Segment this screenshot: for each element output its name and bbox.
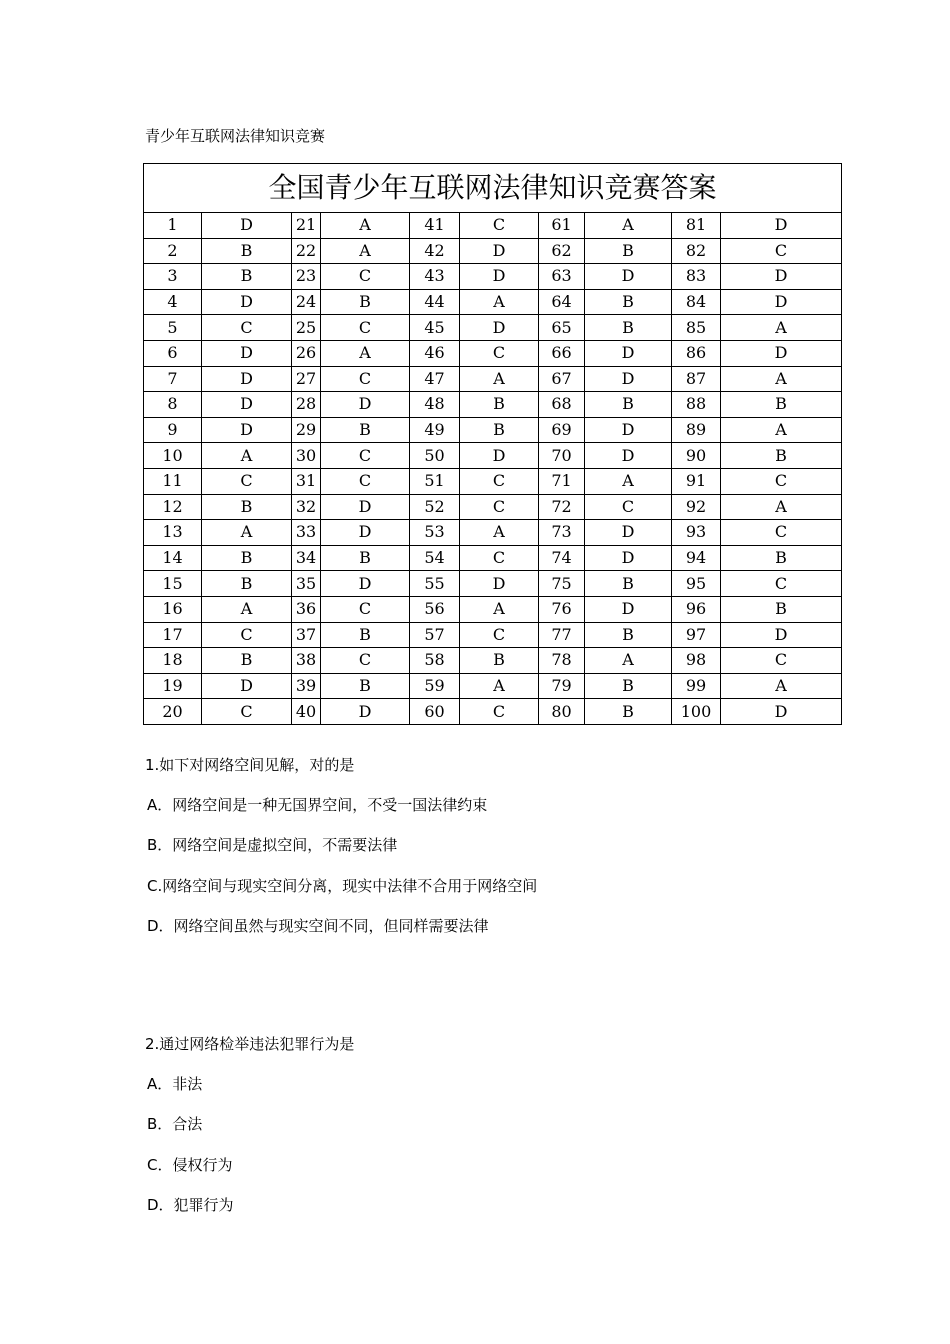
question-number-cell: 18: [144, 648, 202, 674]
question-number-cell: 52: [410, 494, 460, 520]
table-row: [144, 443, 842, 469]
question-number-cell: 47: [410, 366, 460, 392]
answer-cell: A: [202, 443, 292, 469]
answer-cell: B: [460, 648, 539, 674]
question-number-cell: 76: [539, 596, 585, 622]
question-number-cell: 38: [292, 648, 321, 674]
question-number-cell: 22: [292, 238, 321, 264]
question-number-cell: 1: [144, 213, 202, 239]
answer-cell: D: [585, 417, 672, 443]
answer-cell: C: [721, 520, 842, 546]
question-number-cell: 100: [672, 699, 721, 725]
question-number-cell: 28: [292, 392, 321, 418]
question-number-cell: 53: [410, 520, 460, 546]
answer-cell: D: [202, 366, 292, 392]
question-number-cell: 20: [144, 699, 202, 725]
question-number-cell: 26: [292, 340, 321, 366]
question-number-cell: 40: [292, 699, 321, 725]
answer-cell: B: [585, 315, 672, 341]
question-number-cell: 73: [539, 520, 585, 546]
answer-cell: C: [321, 596, 410, 622]
answer-cell: C: [202, 468, 292, 494]
table-row: [144, 340, 842, 366]
answer-cell: C: [585, 494, 672, 520]
answer-cell: D: [321, 699, 410, 725]
question-number-cell: 31: [292, 468, 321, 494]
question-number-cell: 80: [539, 699, 585, 725]
question-number-cell: 46: [410, 340, 460, 366]
answer-cell: C: [321, 366, 410, 392]
answer-cell: C: [721, 648, 842, 674]
question-number-cell: 5: [144, 315, 202, 341]
question-number-cell: 37: [292, 622, 321, 648]
table-row: [144, 648, 842, 674]
answer-cell: C: [202, 699, 292, 725]
answer-cell: C: [460, 494, 539, 520]
table-row: [144, 238, 842, 264]
table-row: [144, 494, 842, 520]
question-number-cell: 24: [292, 289, 321, 315]
answer-cell: B: [585, 673, 672, 699]
question-number-cell: 9: [144, 417, 202, 443]
answer-cell: D: [585, 340, 672, 366]
answer-cell: B: [202, 545, 292, 571]
question-number-cell: 94: [672, 545, 721, 571]
option-text: D．网络空间虽然与现实空间不同，但同样需要法律: [147, 917, 489, 935]
answer-cell: A: [585, 468, 672, 494]
answer-cell: D: [585, 520, 672, 546]
answer-cell: B: [721, 392, 842, 418]
question-number-cell: 15: [144, 571, 202, 597]
question-number-cell: 17: [144, 622, 202, 648]
answer-cell: D: [585, 545, 672, 571]
question-number-cell: 77: [539, 622, 585, 648]
question-number-cell: 23: [292, 264, 321, 290]
option-text: A．非法: [147, 1075, 203, 1093]
answer-cell: D: [321, 520, 410, 546]
answer-cell: C: [321, 468, 410, 494]
question-number-cell: 99: [672, 673, 721, 699]
answer-cell: C: [460, 340, 539, 366]
question-number-cell: 71: [539, 468, 585, 494]
answer-cell: A: [460, 289, 539, 315]
question-number-cell: 58: [410, 648, 460, 674]
table-row: [144, 673, 842, 699]
answer-cell: C: [321, 264, 410, 290]
answer-cell: D: [721, 289, 842, 315]
question-number-cell: 35: [292, 571, 321, 597]
answer-cell: D: [585, 264, 672, 290]
answer-cell: B: [585, 571, 672, 597]
answer-cell: D: [721, 213, 842, 239]
answer-cell: B: [721, 596, 842, 622]
table-row: [144, 520, 842, 546]
question-number-cell: 55: [410, 571, 460, 597]
question-number-cell: 93: [672, 520, 721, 546]
question-number-cell: 51: [410, 468, 460, 494]
question-number-cell: 19: [144, 673, 202, 699]
answer-cell: B: [202, 648, 292, 674]
answer-cell: B: [460, 417, 539, 443]
table-row: [144, 468, 842, 494]
answer-cell: B: [721, 443, 842, 469]
answer-cell: D: [721, 264, 842, 290]
question-number-cell: 4: [144, 289, 202, 315]
question-number-cell: 41: [410, 213, 460, 239]
answer-cell: B: [202, 571, 292, 597]
question-number-cell: 32: [292, 494, 321, 520]
question-number-cell: 33: [292, 520, 321, 546]
question-number-cell: 74: [539, 545, 585, 571]
answer-cell: D: [202, 289, 292, 315]
answer-cell: C: [460, 213, 539, 239]
question-number-cell: 92: [672, 494, 721, 520]
question-number-cell: 27: [292, 366, 321, 392]
question-number-cell: 89: [672, 417, 721, 443]
question-number-cell: 75: [539, 571, 585, 597]
answer-cell: D: [202, 213, 292, 239]
question-number-cell: 63: [539, 264, 585, 290]
table-row: [144, 417, 842, 443]
question-number-cell: 83: [672, 264, 721, 290]
answer-cell: C: [721, 571, 842, 597]
table-row: [144, 571, 842, 597]
question-number-cell: 78: [539, 648, 585, 674]
answer-cell: A: [721, 315, 842, 341]
answer-cell: B: [460, 392, 539, 418]
answer-cell: D: [202, 340, 292, 366]
table-body: [144, 164, 842, 725]
answer-cell: D: [460, 571, 539, 597]
answer-cell: A: [321, 213, 410, 239]
answer-cell: A: [202, 520, 292, 546]
question-number-cell: 79: [539, 673, 585, 699]
question-number-cell: 29: [292, 417, 321, 443]
question-number-cell: 96: [672, 596, 721, 622]
answer-cell: B: [321, 545, 410, 571]
answer-cell: D: [460, 264, 539, 290]
table-row: [144, 622, 842, 648]
table-row: [144, 545, 842, 571]
answer-cell: A: [585, 213, 672, 239]
question-number-cell: 97: [672, 622, 721, 648]
question-number-cell: 11: [144, 468, 202, 494]
option-text: A．网络空间是一种无国界空间，不受一国法律约束: [147, 796, 488, 814]
answer-cell: D: [202, 392, 292, 418]
question-number-cell: 67: [539, 366, 585, 392]
answer-cell: B: [585, 289, 672, 315]
answer-cell: B: [321, 417, 410, 443]
answer-cell: B: [721, 545, 842, 571]
question-number-cell: 43: [410, 264, 460, 290]
table-row: [144, 596, 842, 622]
answer-cell: D: [460, 238, 539, 264]
answer-cell: A: [721, 417, 842, 443]
question-number-cell: 72: [539, 494, 585, 520]
answer-cell: A: [721, 366, 842, 392]
question-number-cell: 30: [292, 443, 321, 469]
answer-cell: D: [202, 417, 292, 443]
question-number-cell: 82: [672, 238, 721, 264]
question-number-cell: 50: [410, 443, 460, 469]
question-number-cell: 49: [410, 417, 460, 443]
option-text: B．合法: [147, 1115, 203, 1133]
question-number-cell: 86: [672, 340, 721, 366]
question-number-cell: 48: [410, 392, 460, 418]
page-header: 青少年互联网法律知识竞赛: [145, 127, 326, 145]
question-number-cell: 2: [144, 238, 202, 264]
question-text: 2.通过网络检举违法犯罪行为是: [145, 1035, 355, 1053]
table-row: [144, 289, 842, 315]
question-number-cell: 64: [539, 289, 585, 315]
answer-cell: C: [321, 443, 410, 469]
question-number-cell: 21: [292, 213, 321, 239]
answer-cell: A: [460, 366, 539, 392]
question-number-cell: 98: [672, 648, 721, 674]
answer-cell: D: [721, 699, 842, 725]
answer-cell: C: [460, 622, 539, 648]
answer-cell: B: [585, 622, 672, 648]
answer-cell: C: [721, 468, 842, 494]
answer-cell: A: [721, 494, 842, 520]
answer-cell: B: [321, 622, 410, 648]
question-number-cell: 57: [410, 622, 460, 648]
option-text: C．侵权行为: [147, 1156, 233, 1174]
answer-cell: B: [585, 699, 672, 725]
question-number-cell: 90: [672, 443, 721, 469]
answer-cell: D: [321, 571, 410, 597]
answer-cell: A: [460, 520, 539, 546]
table-row: [144, 264, 842, 290]
answer-cell: D: [321, 392, 410, 418]
answer-cell: D: [585, 443, 672, 469]
question-number-cell: 42: [410, 238, 460, 264]
table-row: [144, 213, 842, 239]
question-number-cell: 87: [672, 366, 721, 392]
answer-cell: D: [202, 673, 292, 699]
answer-cell: B: [585, 238, 672, 264]
table-row: [144, 366, 842, 392]
answer-cell: C: [202, 622, 292, 648]
question-number-cell: 34: [292, 545, 321, 571]
option-text: B．网络空间是虚拟空间，不需要法律: [147, 836, 398, 854]
table-title: 全国青少年互联网法律知识竞赛答案: [144, 164, 842, 213]
question-number-cell: 3: [144, 264, 202, 290]
answer-cell: B: [321, 673, 410, 699]
table-row: [144, 315, 842, 341]
answer-cell: A: [202, 596, 292, 622]
answer-table: [143, 163, 842, 725]
question-number-cell: 13: [144, 520, 202, 546]
question-number-cell: 25: [292, 315, 321, 341]
answer-cell: A: [460, 673, 539, 699]
question-number-cell: 84: [672, 289, 721, 315]
answer-cell: C: [202, 315, 292, 341]
answer-cell: A: [321, 238, 410, 264]
question-number-cell: 70: [539, 443, 585, 469]
question-text: 1.如下对网络空间见解，对的是: [145, 756, 355, 774]
answer-cell: D: [721, 340, 842, 366]
answer-cell: D: [460, 315, 539, 341]
question-number-cell: 54: [410, 545, 460, 571]
question-number-cell: 91: [672, 468, 721, 494]
question-number-cell: 12: [144, 494, 202, 520]
answer-cell: D: [721, 622, 842, 648]
question-number-cell: 14: [144, 545, 202, 571]
question-number-cell: 7: [144, 366, 202, 392]
question-number-cell: 8: [144, 392, 202, 418]
answer-cell: D: [585, 366, 672, 392]
answer-cell: B: [202, 264, 292, 290]
table-title-row: [144, 164, 842, 213]
answer-cell: D: [321, 494, 410, 520]
answer-cell: C: [460, 545, 539, 571]
answer-cell: C: [321, 315, 410, 341]
question-number-cell: 61: [539, 213, 585, 239]
answer-cell: C: [721, 238, 842, 264]
question-number-cell: 65: [539, 315, 585, 341]
question-number-cell: 66: [539, 340, 585, 366]
answer-cell: A: [321, 340, 410, 366]
answer-cell: C: [460, 468, 539, 494]
question-number-cell: 60: [410, 699, 460, 725]
answer-cell: A: [721, 673, 842, 699]
answer-cell: B: [202, 494, 292, 520]
answer-cell: C: [460, 699, 539, 725]
question-number-cell: 62: [539, 238, 585, 264]
answer-cell: D: [585, 596, 672, 622]
question-number-cell: 10: [144, 443, 202, 469]
table-row: [144, 392, 842, 418]
question-number-cell: 39: [292, 673, 321, 699]
answer-cell: C: [321, 648, 410, 674]
answer-cell: A: [585, 648, 672, 674]
option-text: C.网络空间与现实空间分离，现实中法律不合用于网络空间: [147, 877, 538, 895]
answer-cell: A: [460, 596, 539, 622]
question-number-cell: 59: [410, 673, 460, 699]
question-number-cell: 85: [672, 315, 721, 341]
question-number-cell: 95: [672, 571, 721, 597]
answer-cell: B: [202, 238, 292, 264]
question-number-cell: 56: [410, 596, 460, 622]
question-number-cell: 44: [410, 289, 460, 315]
answer-cell: B: [321, 289, 410, 315]
question-number-cell: 88: [672, 392, 721, 418]
question-number-cell: 16: [144, 596, 202, 622]
answer-cell: D: [460, 443, 539, 469]
option-text: D．犯罪行为: [147, 1196, 234, 1214]
question-number-cell: 69: [539, 417, 585, 443]
question-number-cell: 45: [410, 315, 460, 341]
table-row: [144, 699, 842, 725]
question-number-cell: 36: [292, 596, 321, 622]
answer-cell: B: [585, 392, 672, 418]
question-number-cell: 81: [672, 213, 721, 239]
question-number-cell: 68: [539, 392, 585, 418]
question-number-cell: 6: [144, 340, 202, 366]
